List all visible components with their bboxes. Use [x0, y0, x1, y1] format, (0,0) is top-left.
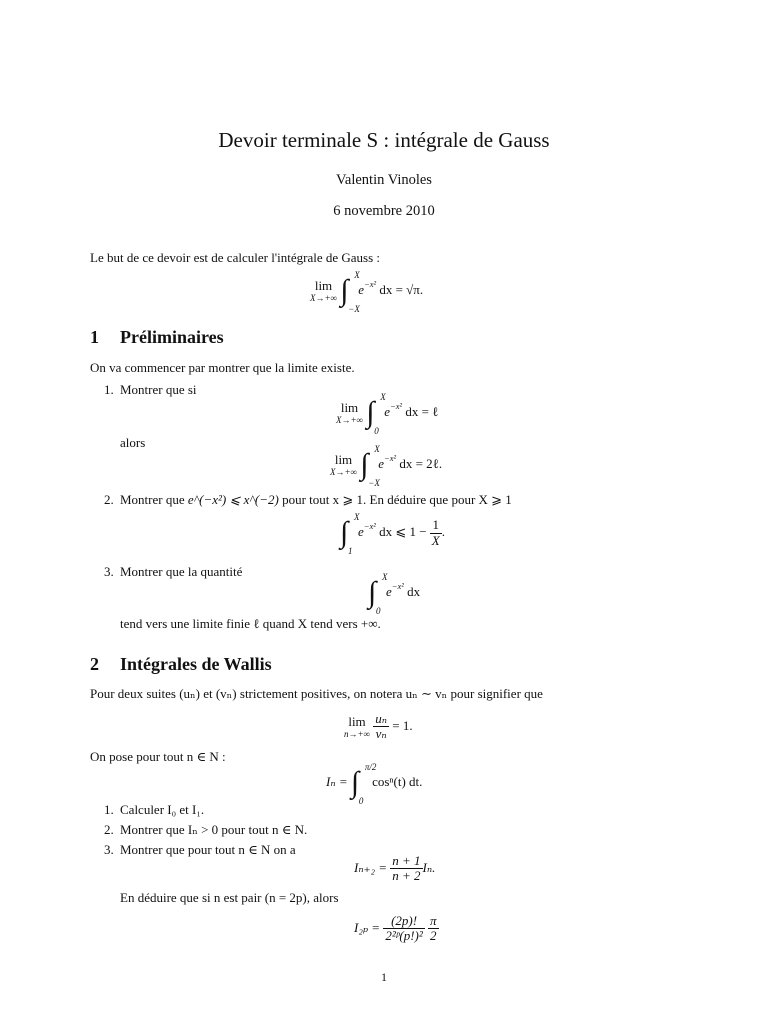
question-text: Montrer que Iₙ > 0 pour tout n ∈ N. — [120, 822, 308, 837]
question-text: Montrer que pour tout n ∈ N on a — [120, 842, 296, 857]
question-text: alors — [120, 435, 146, 450]
limit-operator: lim X→+∞ — [310, 278, 337, 303]
question-text: En déduire que si n est pair (n = 2p), alors — [120, 890, 339, 905]
question-text: Calculer I₀ et I₁. — [120, 802, 205, 817]
section-heading: 1 Préliminaires — [90, 327, 224, 347]
question-text: Montrer que si — [120, 382, 197, 397]
equivalence-equation: lim n→+∞ $\frac{\text{uₙ}}{\text{vₙ}}$ = 1. — [344, 711, 413, 742]
question-text: Montrer que e^(−x²) ⩽ x^(−2) pour tout x ⩾ 1. En déduire que pour X ⩾ 1 — [120, 492, 512, 507]
document-author: Valentin Vinoles — [336, 172, 432, 188]
document-date: 6 novembre 2010 — [333, 203, 435, 219]
question-label: 2. — [104, 822, 114, 837]
wallis-definition: Iₙ = ∫ π/2 0 cosⁿ(t) dt. — [326, 762, 423, 806]
question-label: 2. — [104, 492, 114, 507]
section-heading: 2 Intégrales de Wallis — [90, 654, 272, 674]
recurrence-equation: Iₙ₊₂ = $\frac{n + 1}{n + 2}$ Iₙ. — [354, 853, 436, 884]
wallis-even-formula: I₂ₚ = $\frac{(2p)!}{\text{2²ᵖ(p!)²}}$ $\frac{\pi}{2}$ — [354, 913, 437, 944]
question-label: 1. — [104, 802, 114, 817]
inequality-equation: ∫ X 1 $e^{-x^2}$ dx ⩽ 1 − $\frac{1}{X}$ . — [340, 512, 445, 556]
integral-sign: ∫ X −X — [340, 270, 360, 314]
definition-text: On pose pour tout n ∈ N : — [90, 749, 226, 764]
integral-equation: ∫ X 0 $e^{-x^2}$ dx — [368, 572, 421, 616]
section-intro: Pour deux suites (uₙ) et (vₙ) strictement positives, on notera uₙ ∼ vₙ pour signifier que — [90, 686, 543, 701]
document-title: Devoir terminale S : intégrale de Gauss — [218, 128, 550, 152]
page-number: 1 — [381, 970, 387, 984]
question-text: tend vers une limite finie ℓ quand X tend vers +∞. — [120, 616, 381, 631]
question-text: Montrer que la quantité — [120, 564, 243, 579]
gauss-equation: lim X→+∞ ∫ X −X $e^{-x^2}$ dx = √π. — [310, 270, 424, 314]
section-intro: On va commencer par montrer que la limite existe. — [90, 360, 355, 375]
question-label: 1. — [104, 382, 114, 397]
intro-text: Le but de ce devoir est de calculer l'intégrale de Gauss : — [90, 250, 381, 265]
question-label: 3. — [104, 564, 114, 579]
question-label: 3. — [104, 842, 114, 857]
limit-equation: lim X→+∞ ∫ X 0 $e^{-x^2}$ dx = ℓ — [336, 392, 439, 436]
limit-equation: lim X→+∞ ∫ X −X $e^{-x^2}$ dx = 2ℓ. — [330, 444, 443, 488]
